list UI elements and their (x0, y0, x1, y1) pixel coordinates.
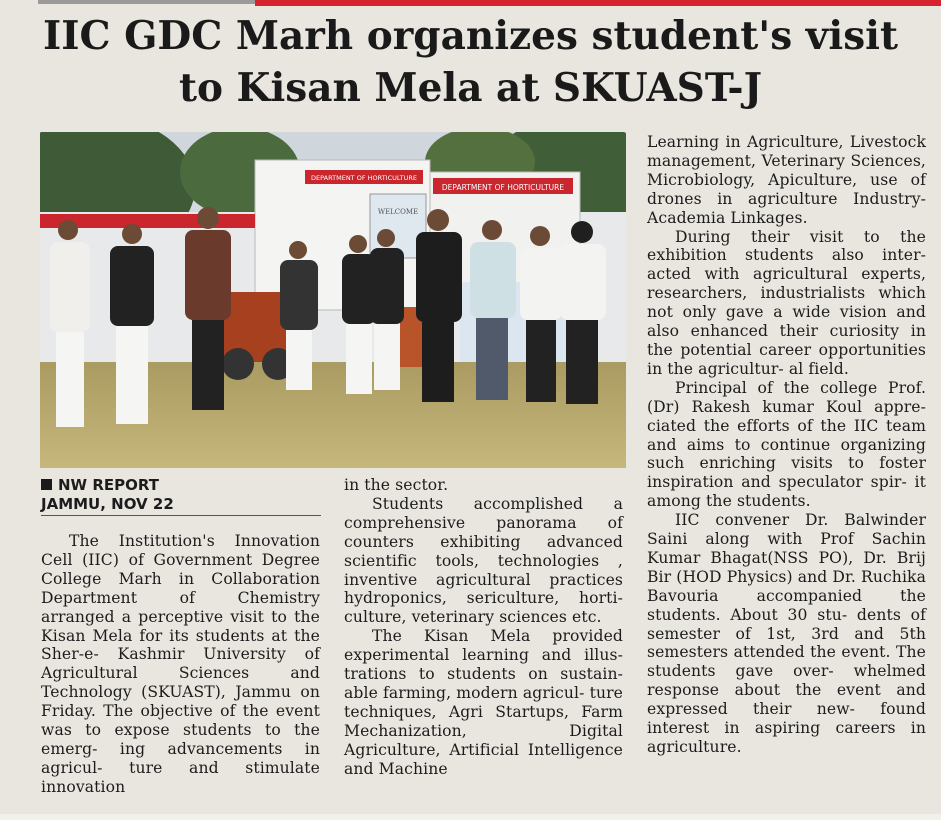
welcome-panel-text: WELCOME (377, 208, 419, 216)
byline-source-line (41, 476, 321, 495)
paragraph: Students accomplished a comprehensive panorama of counters exhibiting advanced scientific tools, technologies , inventive agricultural practices hydroponics, sericulture, horti- culture, veterinary sciences etc. (344, 494, 623, 627)
banner-right-text: DEPARTMENT OF HORTICULTURE (441, 183, 565, 192)
masthead-rule-red (255, 0, 941, 6)
paragraph: The Kisan Mela provided experimental learning and illus- trations to students on sustain- able farming, modern agricul- ture techniques, Agri Startups, Farm Mechanization, Digital Agriculture, Artificial Intelligence and Machine (344, 627, 623, 778)
masthead-rule-grey (38, 0, 255, 4)
paragraph: During their visit to the exhibition students also inter- acted with agricultural experts, researchers, industrialists which not only gave a wide vision and also enhanced their curiosity in the potential career opportunities in the agricultur- al field. (647, 227, 926, 378)
paragraph: Principal of the college Prof. (Dr) Rakesh kumar Koul appre- ciated the efforts of the IIC team and aims to continue organizing such enriching visits to foster inspiration and speculator spir- it among the students. (647, 378, 926, 511)
headline: IIC GDC Marh organizes student's visit to Kisan Mela at SKUAST-J (42, 13, 899, 111)
article-column-1 (41, 532, 320, 797)
byline (41, 476, 321, 513)
byline-dateline: JAMMU, NOV 22 (41, 494, 174, 513)
news-photo (40, 132, 626, 468)
paragraph: in the sector. (344, 476, 449, 494)
photo-illustration (40, 132, 626, 468)
byline-divider (41, 515, 321, 516)
paragraph: IIC convener Dr. Balwinder Saini along with Prof Sachin Kumar Bhagat(NSS PO), Dr. Brij Bir (HOD Physics) and Dr. Ruchika Bavouria accompanied the students. About 30 stu- dents of semester of 1st, 3rd and 5th semesters attended the event. The students gave over- whelmed response about the event and expressed their new- found interest in aspiring careers in agriculture. (647, 511, 926, 756)
paragraph: Learning in Agriculture, Livestock management, Veterinary Sciences, Microbiology, Apiculture, use of drones in agriculture Industry- Academia Linkages. (647, 133, 926, 227)
byline-source: NW REPORT (58, 476, 159, 494)
paragraph: The Institution's Innovation Cell (IIC) of Government Degree College Marh in Collaboration Department of Chemistry arranged a perceptive visit to the Kisan Mela for its students at the Sher-e- Kashmir University of Agricultural Sciences and Technology (SKUAST), Jammu on Friday. The objective of the event was to expose students to the emerg- ing advancements in agricul- ture and stimulate innovation (41, 532, 320, 796)
byline-square-icon (41, 479, 52, 490)
article-column-3 (647, 133, 926, 757)
page-bottom-edge (0, 814, 941, 820)
article-column-2 (344, 476, 623, 779)
banner-left-text: DEPARTMENT OF HORTICULTURE (311, 174, 417, 182)
